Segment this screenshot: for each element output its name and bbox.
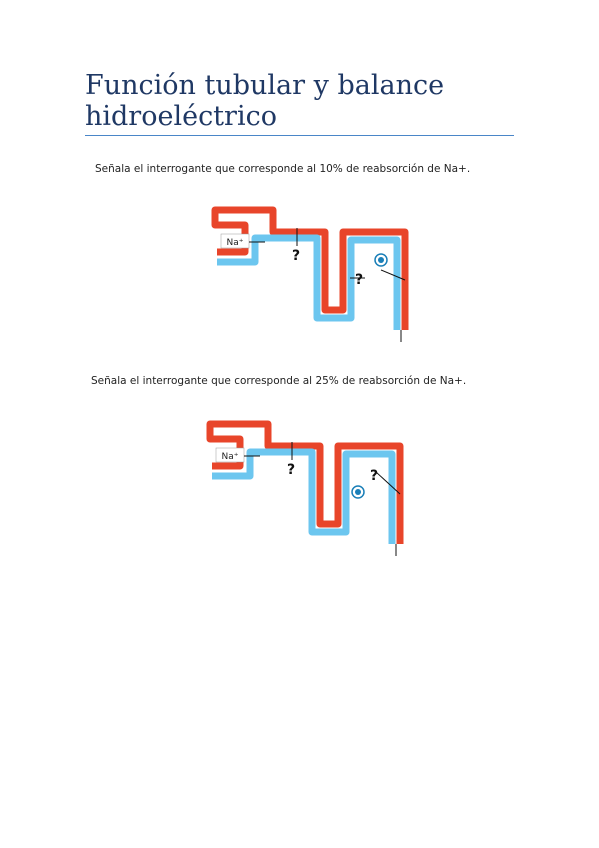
question-marker-a: ? — [292, 248, 301, 264]
document-title: Función tubular y balance hidroeléctrico — [85, 70, 445, 132]
question-marker-a: ? — [287, 462, 296, 478]
na-label: Na⁺ — [226, 238, 244, 248]
question-2-prompt: Señala el interrogante que corresponde al 25% de reabsorción de Na+. — [91, 375, 467, 387]
question-marker-b: ? — [370, 468, 379, 484]
tubule-red-path — [210, 424, 400, 544]
nephron-diagram-2 — [200, 414, 415, 568]
na-label: Na⁺ — [221, 452, 239, 462]
title-underline — [85, 135, 514, 136]
tubule-red-path — [215, 210, 405, 330]
question-1-prompt: Señala el interrogante que corresponde al 10% de reabsorción de Na+. — [95, 163, 471, 175]
nephron-diagram-1 — [205, 200, 420, 354]
question-marker-b: ? — [355, 272, 364, 288]
